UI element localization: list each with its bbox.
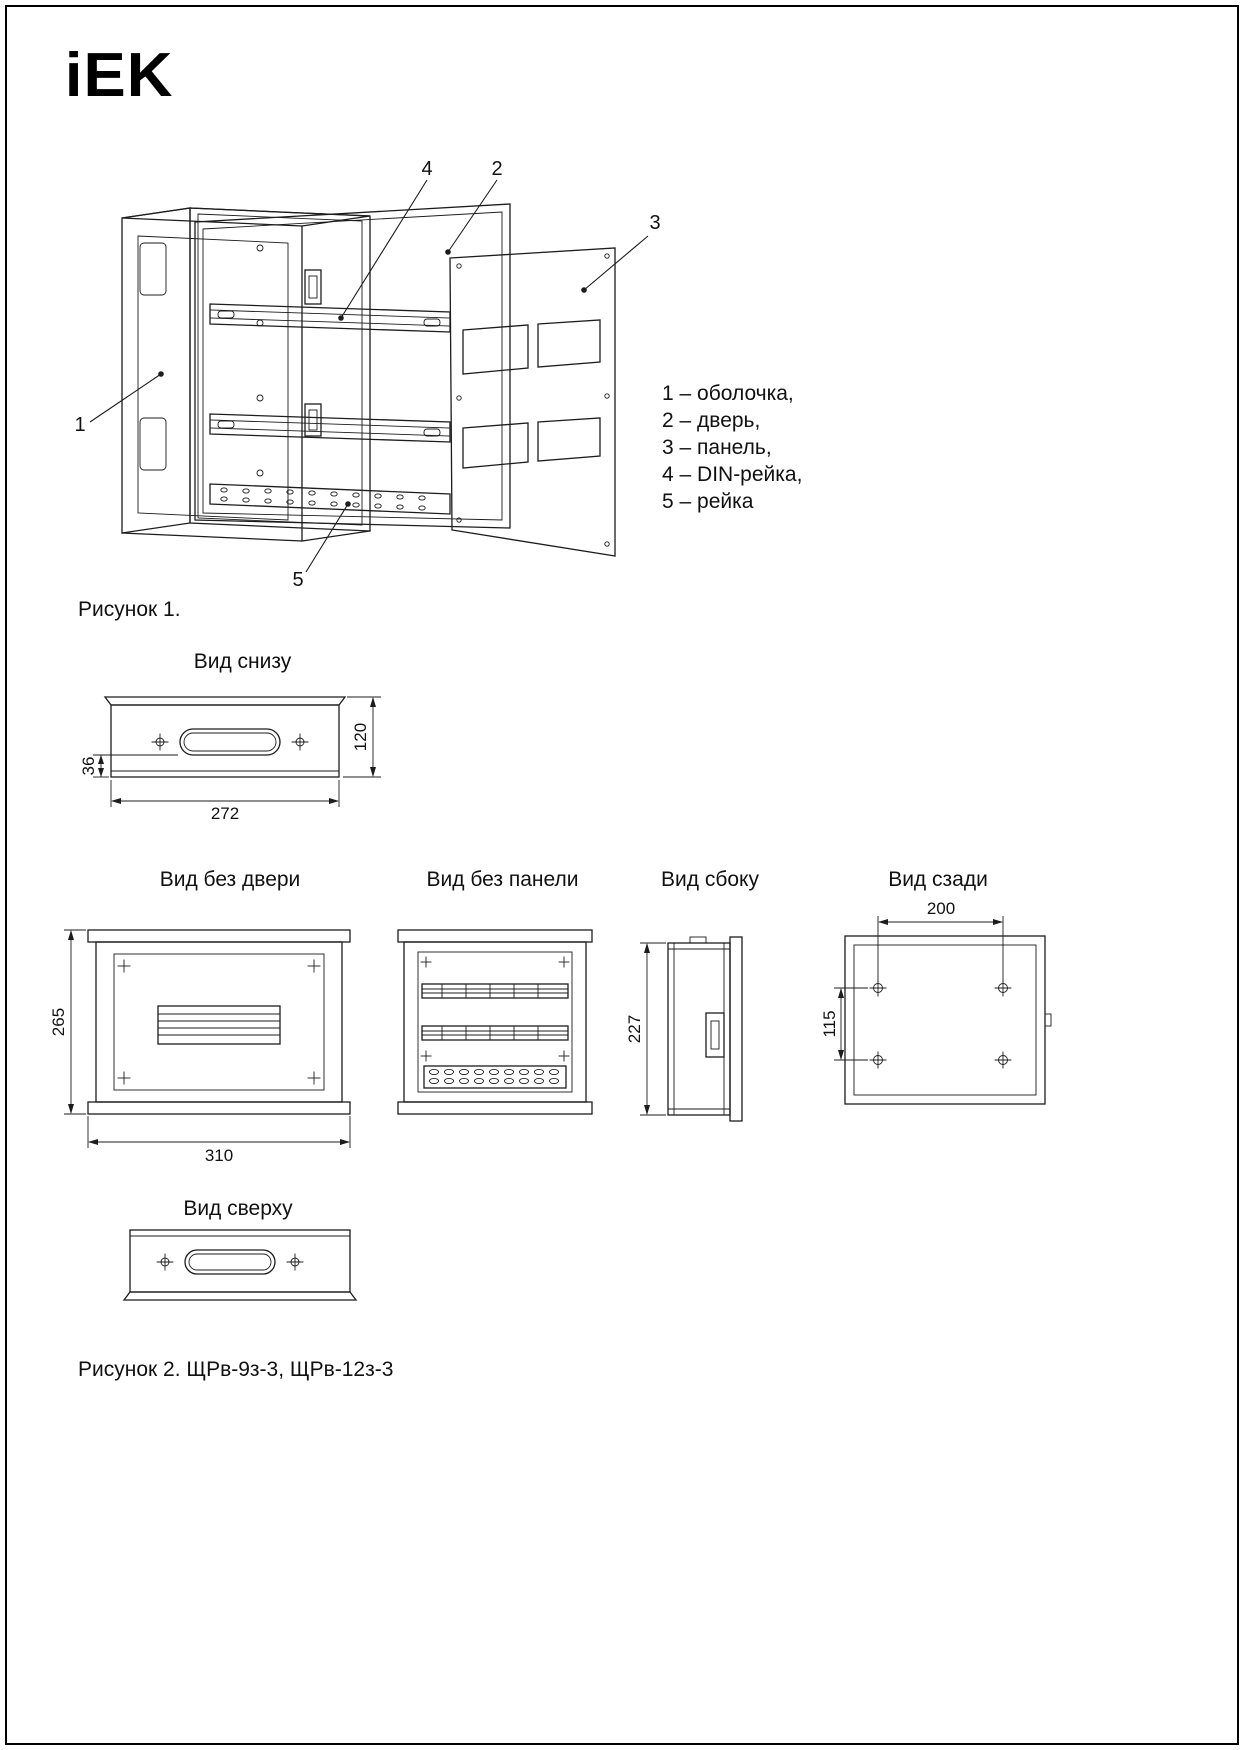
part-label-1: 1	[74, 414, 86, 436]
legend-item: 5 – рейка	[662, 490, 754, 513]
no-panel-view-drawing	[390, 920, 600, 1170]
view-title-bottom: Вид снизу	[193, 650, 292, 673]
bottom-view-drawing	[79, 685, 405, 825]
no-door-view-drawing	[49, 920, 368, 1170]
side-view-drawing	[625, 925, 770, 1140]
dim-120-label: 120	[351, 722, 370, 752]
part-label-4: 4	[421, 158, 433, 180]
legend-item: 1 – оболочка,	[662, 382, 794, 405]
legend-item: 4 – DIN-рейка,	[662, 463, 803, 486]
din-rails	[210, 304, 450, 442]
part-label-3: 3	[649, 212, 661, 234]
iek-logo: iEK	[64, 41, 174, 110]
view-title-top: Вид сверху	[183, 1197, 293, 1220]
figure1-exploded-drawing	[60, 148, 700, 628]
figure1-caption: Рисунок 1.	[78, 598, 181, 621]
no-door-dimensions	[64, 930, 350, 1148]
view-title-side: Вид сбоку	[661, 868, 759, 891]
dim-227-label: 227	[625, 1014, 644, 1044]
top-view-outline	[124, 1230, 356, 1300]
no-panel-outline	[398, 930, 592, 1114]
side-view-outline	[668, 937, 742, 1121]
legend-item: 3 – панель,	[662, 436, 772, 459]
view-title-no-door: Вид без двери	[159, 868, 301, 891]
front-panel	[450, 248, 615, 556]
dim-265-label: 265	[49, 1007, 68, 1037]
parts-legend	[662, 380, 802, 515]
rear-view-outline	[845, 936, 1051, 1104]
dim-310-label: 310	[204, 1146, 234, 1165]
dim-200-label: 200	[926, 899, 956, 918]
view-title-no-panel: Вид без панели	[426, 868, 579, 891]
dim-115-label: 115	[820, 1010, 839, 1038]
bottom-view-outline	[105, 697, 345, 777]
no-door-outline	[88, 930, 350, 1114]
bottom-view-dimensions	[93, 697, 381, 807]
rear-view-dimensions	[834, 916, 1003, 1060]
part-label-5: 5	[292, 569, 304, 591]
dim-36-label: 36	[79, 756, 98, 776]
view-title-rear: Вид сзади	[888, 868, 988, 891]
rear-view-drawing	[820, 898, 1065, 1133]
perforated-rail	[210, 484, 450, 514]
dim-272-label: 272	[210, 804, 240, 823]
figure2-caption: Рисунок 2. ЩРв-9з-3, ЩРв-12з-3	[78, 1358, 394, 1381]
top-view-drawing	[110, 1222, 370, 1327]
part-leader-lines	[90, 180, 648, 572]
legend-item: 2 – дверь,	[662, 409, 761, 432]
part-label-2: 2	[491, 158, 503, 180]
